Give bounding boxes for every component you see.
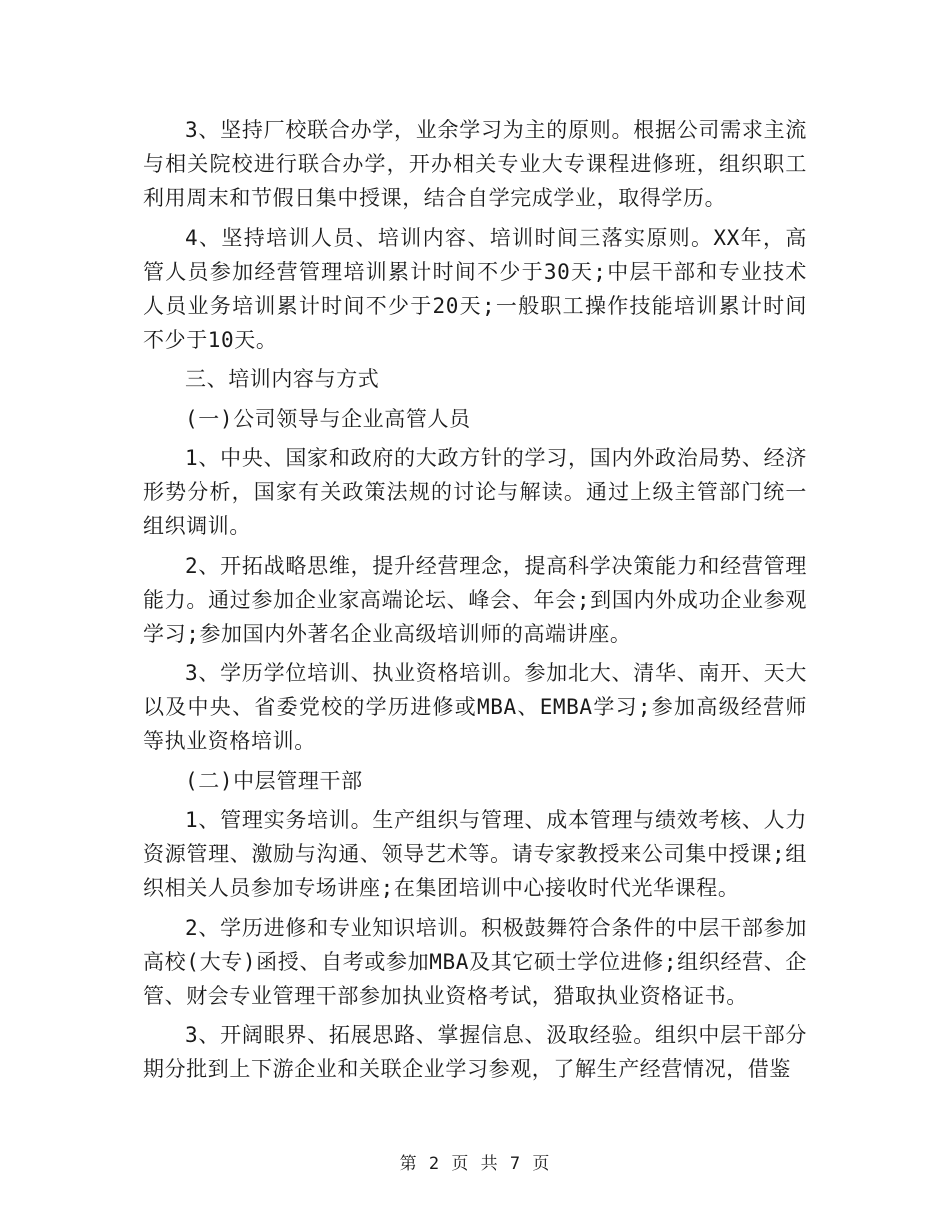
subsection-heading-executives: (一)公司领导与企业高管人员 bbox=[185, 406, 471, 431]
paragraph-middle-managers-3: 3、开阔眼界、拓展思路、掌握信息、汲取经验。组织中层干部分期分批到上下游企业和关联企业学习参观，了解生产经营情况，借鉴 bbox=[143, 1023, 807, 1081]
paragraph-middle-managers-1: 1、管理实务培训。生产组织与管理、成本管理与绩效考核、人力资源管理、激励与沟通、领导艺术等。请专家教授来公司集中授课;组织相关人员参加专场讲座;在集团培训中心接收时代光华课程。 bbox=[143, 808, 807, 900]
paragraph-principle-4: 4、坚持培训人员、培训内容、培训时间三落实原则。XX年，高管人员参加经营管理培训累计时间不少于30天;中层干部和专业技术人员业务培训累计时间不少于20天;一般职工操作技能培训累计时间不少于10天。 bbox=[143, 225, 807, 352]
paragraph-middle-managers-2: 2、学历进修和专业知识培训。积极鼓舞符合条件的中层干部参加高校(大专)函授、自考或参加MBA及其它硕士学位进修;组织经营、企管、财会专业管理干部参加执业资格考试，猎取执业资格证书。 bbox=[143, 915, 807, 1008]
paragraph-principle-3: 3、坚持厂校联合办学，业余学习为主的原则。根据公司需求主流与相关院校进行联合办学，开办相关专业大专课程进修班，组织职工利用周末和节假日集中授课，结合自学完成学业，取得学历。 bbox=[143, 118, 807, 210]
page-number-footer: 第 2 页 共 7 页 bbox=[399, 1154, 551, 1174]
subsection-heading-middle-managers: (二)中层管理干部 bbox=[185, 768, 363, 793]
paragraph-executives-3: 3、学历学位培训、执业资格培训。参加北大、清华、南开、天大以及中央、省委党校的学历进修或MBA、EMBA学习;参加高级经营师等执业资格培训。 bbox=[143, 661, 807, 753]
document-body bbox=[143, 113, 807, 1092]
paragraph-executives-2: 2、开拓战略思维，提升经营理念，提高科学决策能力和经营管理能力。通过参加企业家高端论坛、峰会、年会;到国内外成功企业参观学习;参加国内外著名企业高级培训师的高端讲座。 bbox=[143, 553, 807, 646]
section-heading-training-content: 三、培训内容与方式 bbox=[185, 367, 380, 391]
paragraph-executives-1: 1、中央、国家和政府的大政方针的学习，国内外政治局势、经济形势分析，国家有关政策法规的讨论与解读。通过上级主管部门统一组织调训。 bbox=[143, 446, 807, 538]
